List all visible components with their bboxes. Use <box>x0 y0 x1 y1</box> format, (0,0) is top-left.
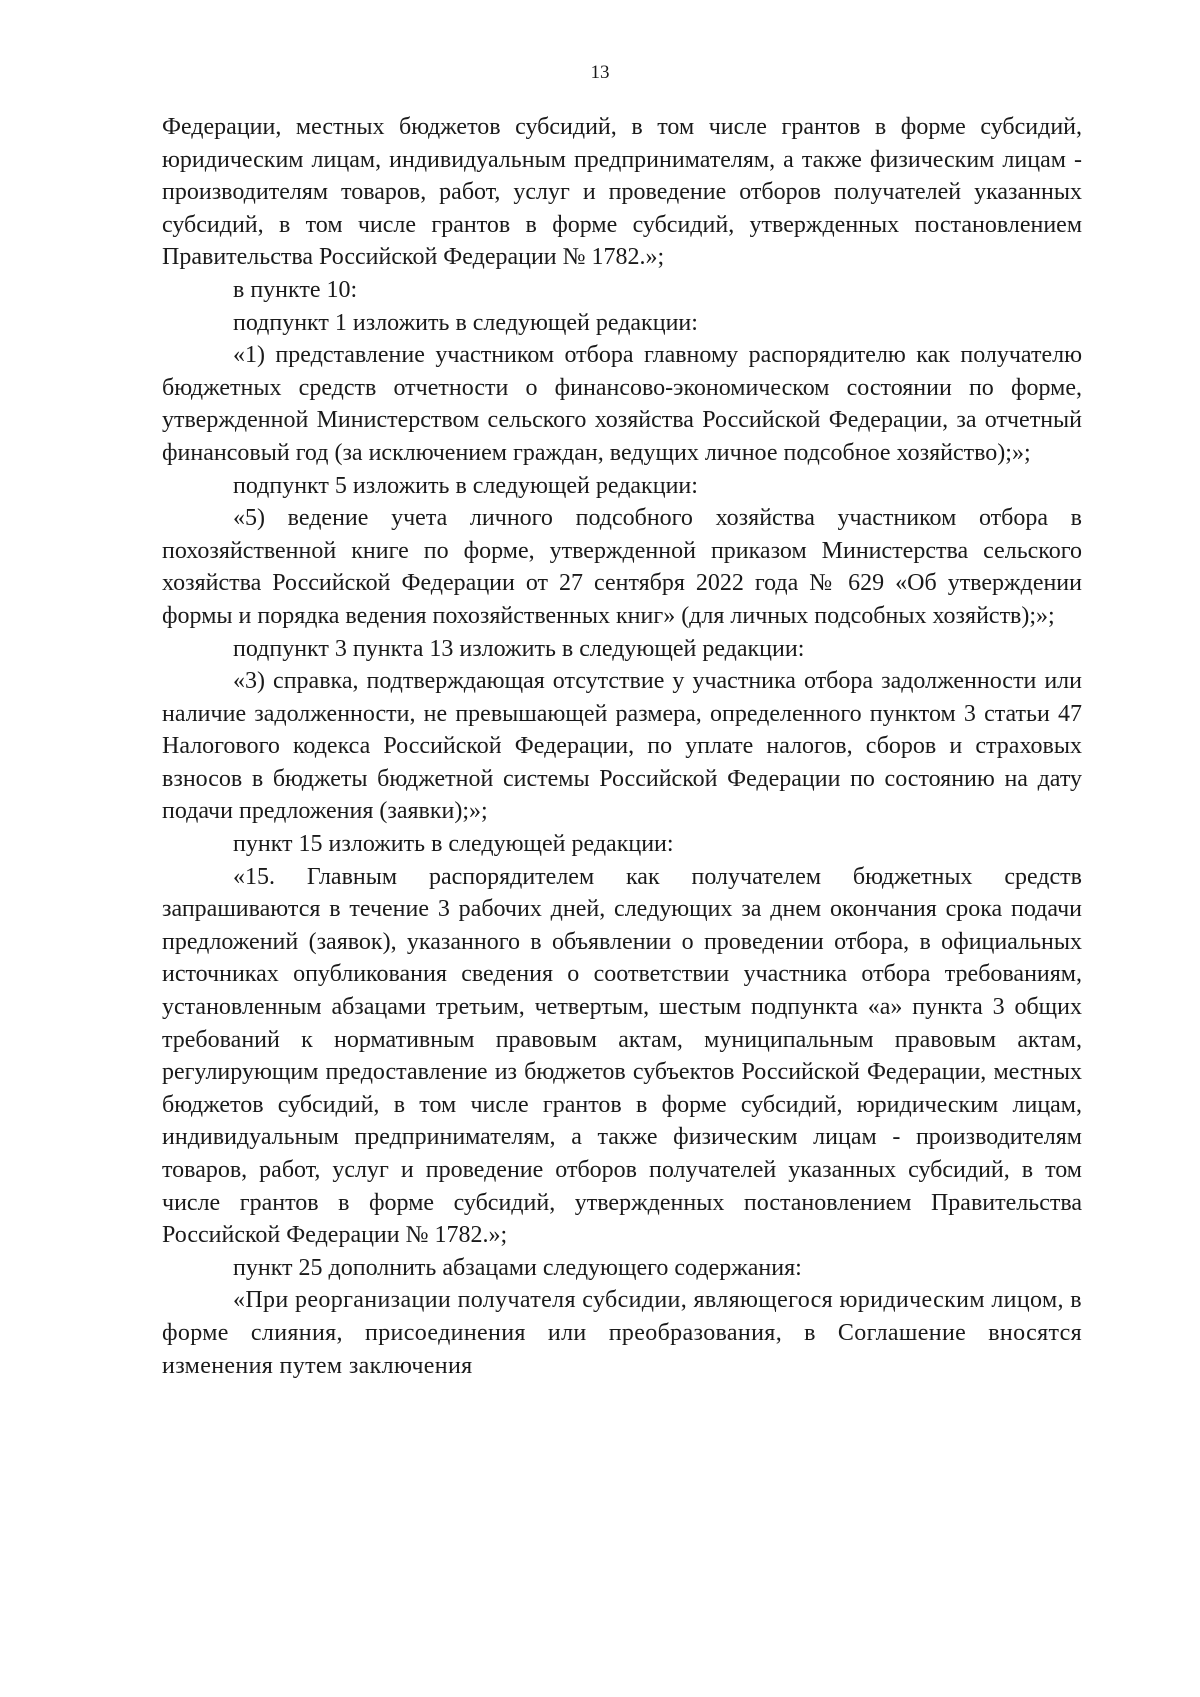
paragraph-subpoint-5-intro: подпункт 5 изложить в следующей редакции: <box>233 472 698 499</box>
paragraph-subpoint-1-intro: подпункт 1 изложить в следующей редакции: <box>233 309 698 336</box>
paragraph-continuation: Федерации, местных бюджетов субсидий, в том числе грантов в форме субсидий, юридическим лицам, индивидуальным предпринимателям, а также физическим лицам - производителям товаров, работ, услуг и проведение отборов получателей указанных субсидий, в том числе грантов в форме субсидий, утвержденных постановлением Правительства Российской Федерации № 1782.»; <box>162 114 1082 271</box>
paragraph-subpoint-5-text: «5) ведение учета личного подсобного хозяйства участником отбора в похозяйственной книге по форме, утвержденной приказом Министерства сельского хозяйства Российской Федерации от 27 сентября 2022 года № 629 «Об утверждении формы и порядка ведения похозяйственных книг» (для личных подсобных хозяйств);»; <box>162 505 1082 629</box>
paragraph-point-13-intro: подпункт 3 пункта 13 изложить в следующей редакции: <box>233 635 805 662</box>
paragraph-point-25-intro: пункт 25 дополнить абзацами следующего содержания: <box>233 1254 802 1281</box>
paragraph-point-15-intro: пункт 15 изложить в следующей редакции: <box>233 831 674 858</box>
paragraph-point-10-intro: в пункте 10: <box>233 276 358 303</box>
paragraph-point-25-text: «При реорганизации получателя субсидии, являющегося юридическим лицом, в форме слияния, присоединения или преобразования, в Соглашение вносятся изменения путем заключения <box>162 1287 1082 1379</box>
document-body <box>162 111 1082 1382</box>
page-number: 13 <box>590 62 610 83</box>
paragraph-point-13-text: «3) справка, подтверждающая отсутствие у участника отбора задолженности или наличие задолженности, не превышающей размера, определенного пунктом 3 статьи 47 Налогового кодекса Российской Федерации, по уплате налогов, сборов и страховых взносов в бюджеты бюджетной системы Российской Федерации по состоянию на дату подачи предложения (заявки);»; <box>162 668 1082 825</box>
paragraph-subpoint-1-text: «1) представление участником отбора главному распорядителю как получателю бюджетных средств отчетности о финансово-экономическом состоянии по форме, утвержденной Министерством сельского хозяйства Российской Федерации, за отчетный финансовый год (за исключением граждан, ведущих личное подсобное хозяйство);»; <box>162 342 1082 466</box>
paragraph-point-15-text: «15. Главным распорядителем как получателем бюджетных средств запрашиваются в течение 3 рабочих дней, следующих за днем окончания срока подачи предложений (заявок), указанного в объявлении о проведении отбора, в официальных источниках опубликования сведения о соответствии участника отбора требованиям, установленным абзацами третьим, четвертым, шестым подпункта «а» пункта 3 общих требований к нормативным правовым актам, муниципальным правовым актам, регулирующим предоставление из бюджетов субъектов Российской Федерации, местных бюджетов субсидий, в том числе грантов в форме субсидий, юридическим лицам, индивидуальным предпринимателям, а также физическим лицам - производителям товаров, работ, услуг и проведение отборов получателей указанных субсидий, в том числе грантов в форме субсидий, утвержденных постановлением Правительства Российской Федерации № 1782.»; <box>162 863 1082 1249</box>
